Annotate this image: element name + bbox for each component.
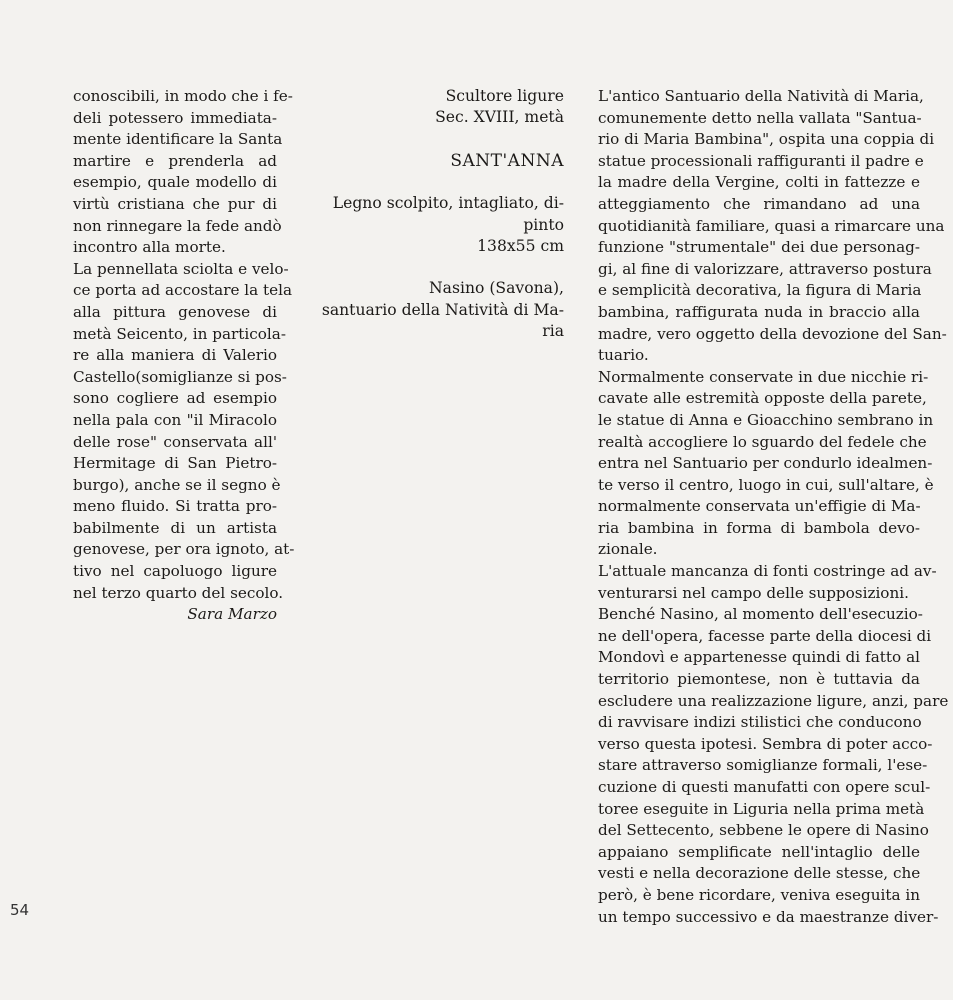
text-line: re alla maniera di Valerio: [73, 346, 277, 365]
text-line: babilmente di un artista: [73, 518, 277, 537]
text-line: ria bambina in forma di bambola devo-: [598, 518, 920, 537]
text-line: venturarsi nel campo delle supposizioni.: [598, 583, 909, 602]
text-line: madre, vero oggetto della devozione del San-: [598, 324, 947, 343]
text-line: escludere una realizzazione ligure, anzi, pare: [598, 691, 949, 710]
location-line: ria: [542, 322, 564, 341]
text-line: Normalmente conservate in due nicchie ri-: [598, 367, 929, 386]
technique-line: Legno scolpito, intagliato, di-: [332, 194, 564, 213]
location-line: Nasino (Savona),: [429, 279, 564, 298]
text-line: entra nel Santuario per condurlo idealmen-: [598, 454, 933, 473]
text-line: deli potessero immediata-: [73, 108, 277, 127]
text-line: delle rose" conservata all': [73, 432, 277, 451]
text-line: un tempo successivo e da maestranze diver-: [598, 907, 939, 926]
text-line: atteggiamento che rimandano ad una: [598, 194, 920, 213]
text-line: La pennellata sciolta e velo-: [73, 259, 289, 278]
text-line: quotidianità familiare, quasi a rimarcare una: [598, 216, 945, 235]
text-line: Castello(somiglianze si pos-: [73, 367, 287, 386]
text-line: esempio, quale modello di: [73, 173, 277, 192]
artwork-title: SANT'ANNA: [450, 150, 564, 171]
text-line: Mondovì e appartenesse quindi di fatto al: [598, 648, 920, 667]
text-line: funzione "strumentale" dei due personag-: [598, 238, 920, 257]
text-line: la madre della Vergine, colti in fattezze e: [598, 173, 920, 192]
text-line: te verso il centro, luogo in cui, sull'altare, è: [598, 475, 934, 494]
text-line: realtà accogliere lo sguardo del fedele che: [598, 432, 927, 451]
artwork-location: [310, 278, 564, 342]
text-line: cuzione di questi manufatti con opere scul-: [598, 778, 931, 796]
text-line: meno fluido. Si tratta pro-: [73, 497, 277, 516]
location-line: santuario della Natività di Ma-: [321, 300, 564, 319]
text-line: incontro alla morte.: [73, 238, 226, 257]
artwork-author: Scultore ligure: [445, 87, 564, 105]
text-line: mente identificare la Santa: [73, 130, 283, 149]
text-line: di ravvisare indizi stilistici che conducono: [598, 713, 922, 732]
text-line: Hermitage di San Pietro-: [73, 454, 277, 473]
text-line: vesti e nella decorazione delle stesse, che: [598, 864, 921, 883]
text-line: territorio piemontese, non è tuttavia da: [598, 670, 920, 689]
text-line: gi, al fine di valorizzare, attraverso postura: [598, 259, 932, 278]
text-line: tuario.: [598, 346, 649, 365]
text-line: Benché Nasino, al momento dell'esecuzio-: [598, 605, 923, 624]
author-signature: Sara Marzo: [187, 605, 277, 624]
text-line: martire e prenderla ad: [73, 151, 277, 170]
catalog-entry: [310, 86, 564, 364]
text-line: toree eseguite in Liguria nella prima metà: [598, 799, 925, 818]
right-column: [598, 86, 949, 928]
text-line: rio di Maria Bambina", ospita una coppia di: [598, 130, 935, 149]
left-column: [73, 86, 295, 626]
technique-line: pinto: [523, 215, 564, 234]
text-line: normalmente conservata un'effigie di Ma-: [598, 497, 921, 516]
text-line: genovese, per ora ignoto, at-: [73, 540, 295, 559]
text-line: e semplicità decorativa, la figura di Maria: [598, 281, 922, 300]
text-line: conoscibili, in modo che i fe-: [73, 87, 293, 105]
text-line: nel terzo quarto del secolo.: [73, 583, 284, 602]
artwork-date: Sec. XVIII, metà: [435, 108, 564, 127]
text-line: non rinnegare la fede andò: [73, 216, 282, 235]
text-line: statue processionali raffiguranti il padre e: [598, 151, 924, 170]
text-line: metà Seicento, in particola-: [73, 324, 286, 343]
text-line: del Settecento, sebbene le opere di Nasino: [598, 821, 929, 840]
text-line: ne dell'opera, facesse parte della diocesi di: [598, 626, 932, 645]
text-line: L'attuale mancanza di fonti costringe ad av-: [598, 562, 937, 581]
text-line: appaiano semplificate nell'intaglio delle: [598, 842, 920, 861]
text-line: zionale.: [598, 540, 658, 559]
text-line: comunemente detto nella vallata "Santua-: [598, 108, 922, 127]
text-line: verso questa ipotesi. Sembra di poter acco-: [598, 734, 933, 753]
text-line: ce porta ad accostare la tela: [73, 281, 293, 300]
page-number: 54: [10, 901, 30, 919]
text-line: bambina, raffigurata nuda in braccio alla: [598, 302, 920, 321]
text-line: burgo), anche se il segno è: [73, 475, 281, 494]
text-line: tivo nel capoluogo ligure: [73, 562, 277, 581]
text-line: però, è bene ricordare, veniva eseguita in: [598, 885, 921, 904]
text-line: sono cogliere ad esempio: [73, 389, 277, 408]
text-line: le statue di Anna e Gioacchino sembrano in: [598, 410, 934, 429]
text-line: nella pala con "il Miracolo: [73, 410, 277, 429]
text-line: L'antico Santuario della Natività di Maria,: [598, 87, 924, 105]
text-line: stare attraverso somiglianze formali, l'ese-: [598, 756, 928, 775]
text-line: virtù cristiana che pur di: [73, 194, 277, 213]
text-line: cavate alle estremità opposte della parete,: [598, 389, 927, 408]
artwork-dimensions: 138x55 cm: [477, 237, 564, 256]
artwork-technique: [310, 193, 564, 257]
text-line: alla pittura genovese di: [73, 302, 277, 321]
